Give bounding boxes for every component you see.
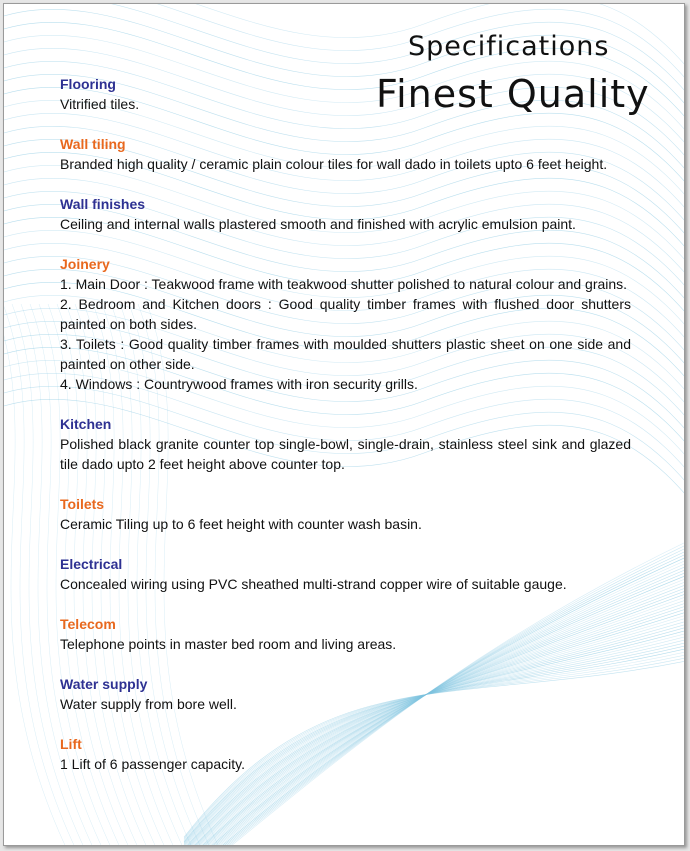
section-text: 1. Main Door : Teakwood frame with teakwood shutter polished to natural colour and grains.	[60, 276, 628, 292]
section-flooring	[60, 74, 631, 114]
section-text: Ceramic Tiling up to 6 feet height with counter wash basin.	[60, 516, 422, 532]
section-text: 2. Bedroom and Kitchen doors : Good quality timber frames with flushed door shutters painted on both sides.	[60, 296, 631, 332]
section-heading: Joinery	[60, 256, 110, 272]
section-heading: Water supply	[60, 676, 148, 692]
section-kitchen	[60, 414, 631, 474]
section-heading: Telecom	[60, 616, 116, 632]
section-wall-tiling	[60, 134, 631, 174]
section-water-supply	[60, 674, 631, 714]
spec-page	[3, 3, 685, 846]
section-text: 3. Toilets : Good quality timber frames with moulded shutters plastic sheet on one side and painted on other side.	[60, 336, 631, 372]
section-text: Ceiling and internal walls plastered smooth and finished with acrylic emulsion paint.	[60, 216, 576, 232]
section-wall-finishes	[60, 194, 631, 234]
specifications-list	[60, 74, 631, 794]
section-text: 1 Lift of 6 passenger capacity.	[60, 756, 245, 772]
section-text: Concealed wiring using PVC sheathed multi-strand copper wire of suitable gauge.	[60, 576, 567, 592]
section-heading: Electrical	[60, 556, 123, 572]
section-text: Vitrified tiles.	[60, 96, 140, 112]
section-electrical	[60, 554, 631, 594]
page-subtitle-finest-quality: Finest Quality	[376, 72, 650, 116]
section-text: Polished black granite counter top single-bowl, single-drain, stainless steel sink and glazed tile dado upto 2 feet height above counter top.	[60, 436, 631, 472]
section-lift	[60, 734, 631, 774]
section-text: 4. Windows : Countrywood frames with iron security grills.	[60, 376, 418, 392]
section-heading: Flooring	[60, 76, 116, 92]
section-text: Telephone points in master bed room and living areas.	[60, 636, 397, 652]
section-text: Branded high quality / ceramic plain colour tiles for wall dado in toilets upto 6 feet height.	[60, 156, 608, 172]
section-telecom	[60, 614, 631, 654]
section-heading: Wall finishes	[60, 196, 146, 212]
section-toilets	[60, 494, 631, 534]
section-heading: Toilets	[60, 496, 105, 512]
section-heading: Kitchen	[60, 416, 112, 432]
section-heading: Wall tiling	[60, 136, 126, 152]
section-joinery	[60, 254, 631, 394]
section-text: Water supply from bore well.	[60, 696, 237, 712]
section-heading: Lift	[60, 736, 82, 752]
page-title-specifications: Specifications	[408, 31, 610, 62]
